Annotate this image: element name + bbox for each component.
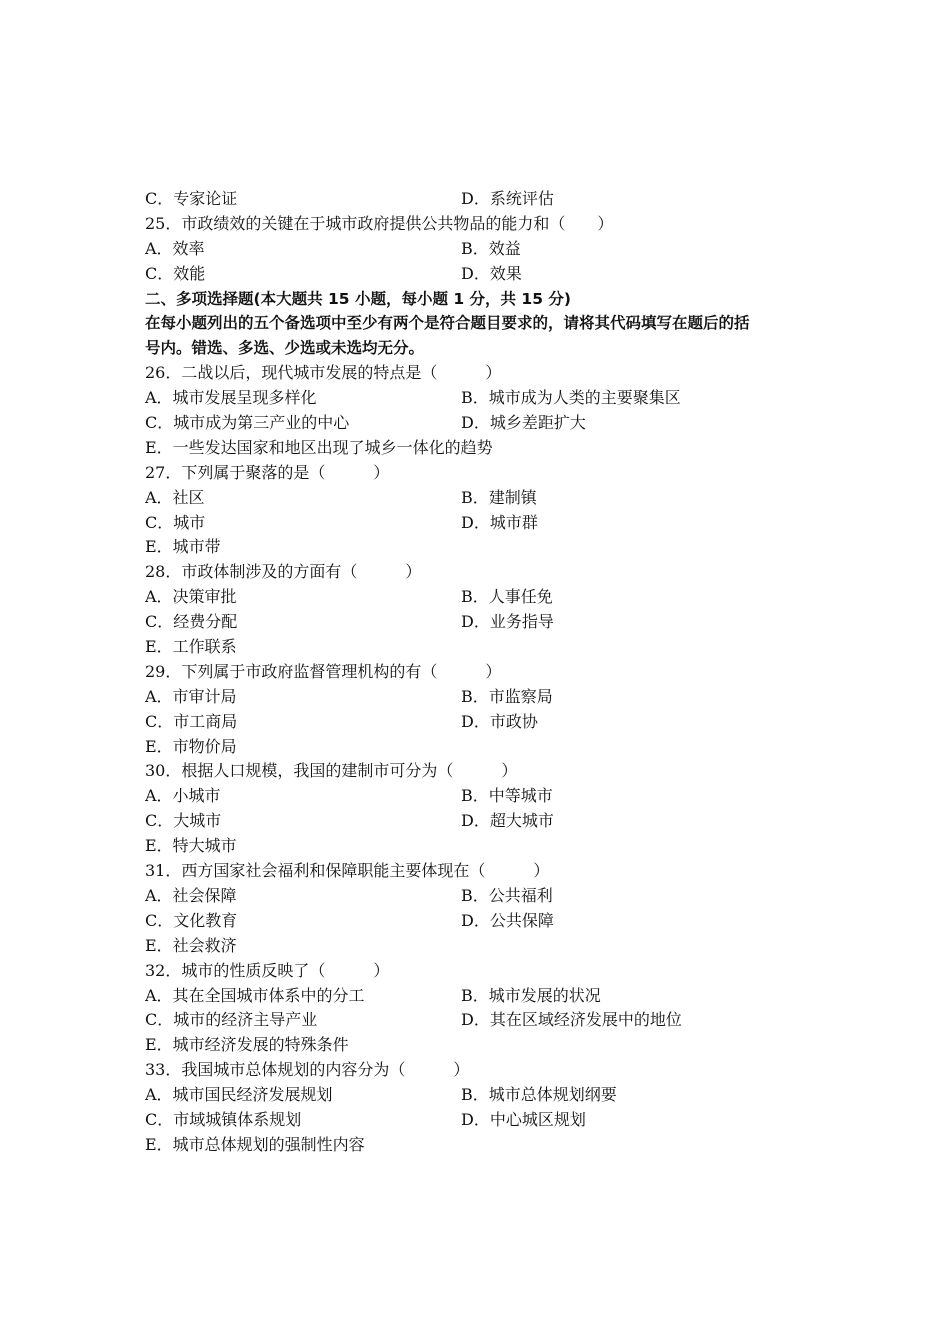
option-a: A．城市发展呈现多样化 bbox=[145, 388, 317, 408]
option-d: D．公共保障 bbox=[461, 910, 554, 930]
option-row bbox=[145, 710, 825, 735]
option-d: D．其在区域经济发展中的地位 bbox=[461, 1010, 682, 1030]
option-row bbox=[145, 411, 825, 436]
option-c: C．文化教育 bbox=[145, 910, 238, 930]
option-e: E．城市带 bbox=[145, 537, 221, 557]
option-c: C．城市成为第三产业的中心 bbox=[145, 413, 350, 433]
option-c: C．经费分配 bbox=[145, 612, 238, 632]
option-c: C．城市 bbox=[145, 512, 206, 532]
section-heading: 二、多项选择题(本大题共 15 小题，每小题 1 分，共 15 分) bbox=[145, 289, 571, 308]
question-list bbox=[145, 361, 825, 1158]
option-d: D．业务指导 bbox=[461, 612, 554, 632]
exam-page bbox=[145, 187, 825, 1158]
option-c: C．城市的经济主导产业 bbox=[145, 1010, 318, 1030]
option-d: D．系统评估 bbox=[461, 189, 554, 208]
question-block bbox=[145, 461, 825, 561]
option-e: E．城市总体规划的强制性内容 bbox=[145, 1134, 365, 1154]
question-text: 26．二战以后，现代城市发展的特点是（ ） bbox=[145, 363, 502, 383]
option-row bbox=[145, 511, 825, 536]
option-row bbox=[145, 984, 825, 1009]
option-row bbox=[145, 386, 825, 411]
question-25: 25．市政绩效的关键在于城市政府提供公共物品的能力和（ ） bbox=[145, 213, 614, 233]
question-text: 29．下列属于市政府监督管理机构的有（ ） bbox=[145, 661, 502, 681]
question-block bbox=[145, 660, 825, 760]
option-b: B．效益 bbox=[461, 238, 521, 258]
section-instructions-1: 在每小题列出的五个备选项中至少有两个是符合题目要求的，请将其代码填写在题后的括 bbox=[145, 314, 750, 333]
option-row bbox=[145, 187, 825, 212]
option-a: A．决策审批 bbox=[145, 587, 237, 607]
question-text: 32．城市的性质反映了（ ） bbox=[145, 960, 390, 980]
option-row bbox=[145, 784, 825, 809]
option-row bbox=[145, 610, 825, 635]
option-row bbox=[145, 486, 825, 511]
option-row bbox=[145, 884, 825, 909]
option-e: E．社会救济 bbox=[145, 935, 237, 955]
option-c: C．专家论证 bbox=[145, 189, 238, 208]
option-b: B．中等城市 bbox=[461, 786, 553, 806]
question-block bbox=[145, 859, 825, 959]
option-d: D．超大城市 bbox=[461, 811, 554, 831]
option-b: B．城市成为人类的主要聚集区 bbox=[461, 388, 681, 408]
option-row bbox=[145, 1008, 825, 1033]
option-d: D．效果 bbox=[461, 263, 522, 283]
section-instructions-2: 号内。错选、多选、少选或未选均无分。 bbox=[145, 339, 425, 358]
question-block bbox=[145, 759, 825, 859]
question-text: 33．我国城市总体规划的内容分为（ ） bbox=[145, 1060, 470, 1080]
question-text: 28．市政体制涉及的方面有（ ） bbox=[145, 562, 422, 582]
question-block bbox=[145, 1058, 825, 1158]
option-b: B．城市发展的状况 bbox=[461, 985, 601, 1005]
option-c: C．效能 bbox=[145, 263, 206, 283]
option-row bbox=[145, 262, 825, 287]
option-row bbox=[145, 1083, 825, 1108]
option-row bbox=[145, 237, 825, 262]
option-c: C．市域城镇体系规划 bbox=[145, 1109, 302, 1129]
question-block bbox=[145, 959, 825, 1059]
option-c: C．大城市 bbox=[145, 811, 222, 831]
option-a: A．市审计局 bbox=[145, 686, 237, 706]
option-e: E．工作联系 bbox=[145, 637, 237, 657]
option-b: B．人事任免 bbox=[461, 587, 553, 607]
option-b: B．城市总体规划纲要 bbox=[461, 1085, 617, 1105]
option-a: A．社区 bbox=[145, 487, 205, 507]
option-row bbox=[145, 685, 825, 710]
option-e: E．一些发达国家和地区出现了城乡一体化的趋势 bbox=[145, 437, 493, 457]
option-row bbox=[145, 1108, 825, 1133]
option-a: A．其在全国城市体系中的分工 bbox=[145, 985, 365, 1005]
question-text: 31．西方国家社会福利和保障职能主要体现在（ ） bbox=[145, 861, 550, 881]
option-d: D．中心城区规划 bbox=[461, 1109, 586, 1129]
option-d: D．城乡差距扩大 bbox=[461, 413, 586, 433]
option-row bbox=[145, 909, 825, 934]
option-d: D．市政协 bbox=[461, 711, 538, 731]
option-a: A．社会保障 bbox=[145, 885, 237, 905]
option-b: B．公共福利 bbox=[461, 885, 553, 905]
option-a: A．小城市 bbox=[145, 786, 221, 806]
option-b: B．建制镇 bbox=[461, 487, 537, 507]
option-a: A．效率 bbox=[145, 238, 205, 258]
option-e: E．市物价局 bbox=[145, 736, 237, 756]
option-e: E．城市经济发展的特殊条件 bbox=[145, 1035, 349, 1055]
option-a: A．城市国民经济发展规划 bbox=[145, 1085, 333, 1105]
option-row bbox=[145, 585, 825, 610]
question-text: 30．根据人口规模，我国的建制市可分为（ ） bbox=[145, 761, 518, 781]
option-b: B．市监察局 bbox=[461, 686, 553, 706]
question-block bbox=[145, 361, 825, 461]
option-d: D．城市群 bbox=[461, 512, 538, 532]
option-c: C．市工商局 bbox=[145, 711, 238, 731]
option-row bbox=[145, 809, 825, 834]
option-e: E．特大城市 bbox=[145, 836, 237, 856]
question-text: 27．下列属于聚落的是（ ） bbox=[145, 462, 390, 482]
question-block bbox=[145, 560, 825, 660]
